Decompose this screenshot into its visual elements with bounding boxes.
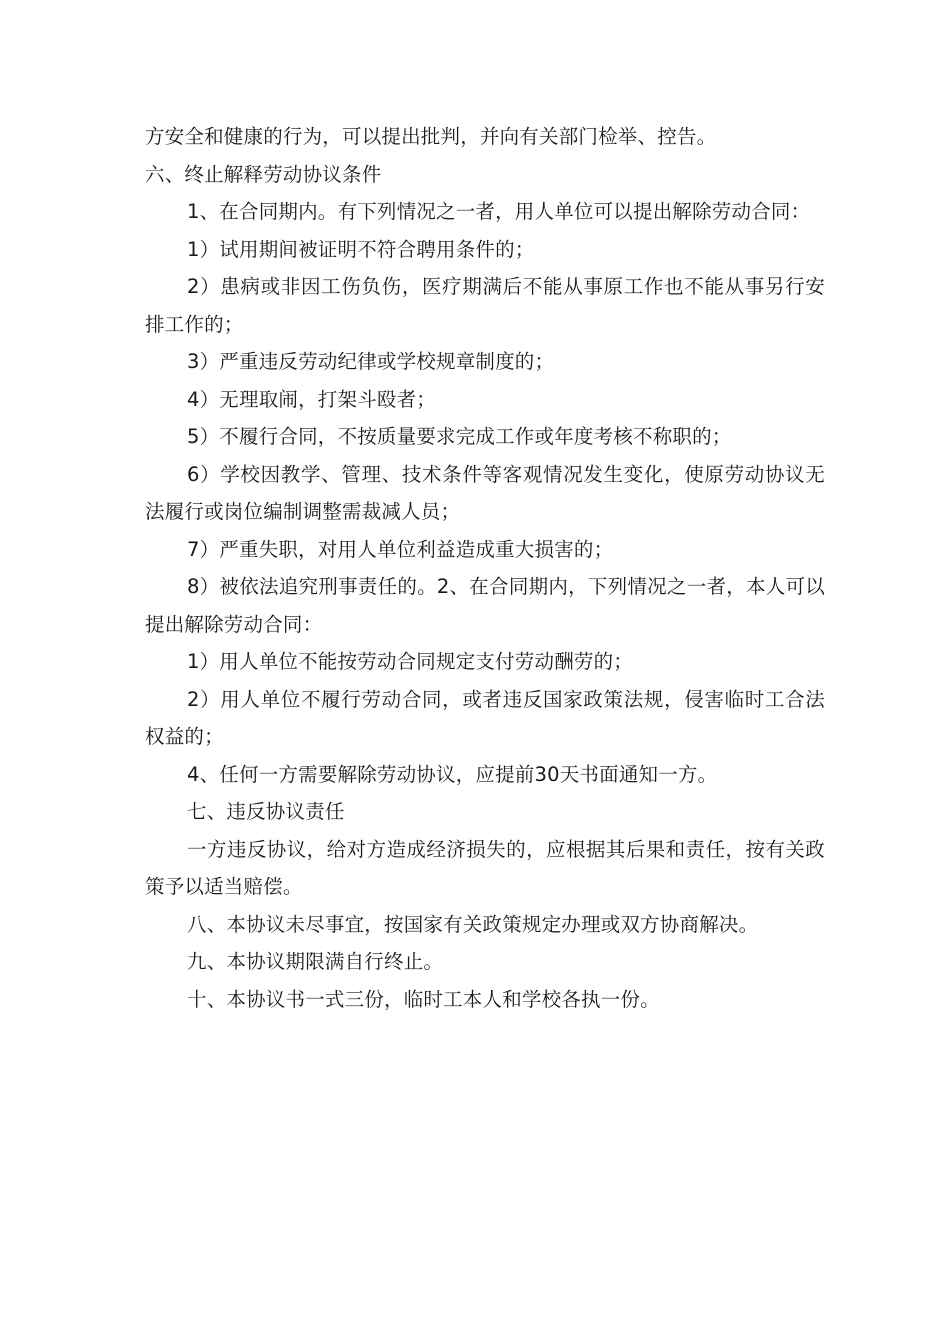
employee-list-item-1: 1）用人单位不能按劳动合同规定支付劳动酬劳的；	[187, 650, 634, 673]
employee-list-item-2: 2）用人单位不履行劳动合同，或者违反国家政策法规，侵害临时工合法权益的；	[145, 687, 825, 748]
list-item-2: 2）患病或非因工伤负伤，医疗期满后不能从事原工作也不能从事另行安排工作的；	[145, 275, 825, 336]
document-body	[145, 118, 825, 1018]
list-item-6: 6）学校因教学、管理、技术条件等客观情况发生变化，使原劳动协议无法履行或岗位编制调整需裁减人员；	[145, 462, 825, 523]
paragraph-continuation: 方安全和健康的行为，可以提出批判，并向有关部门检举、控告。	[145, 125, 717, 148]
paragraph-notice-period: 4、任何一方需要解除劳动协议，应提前30天书面通知一方。	[187, 762, 718, 786]
paragraph-breach-compensation: 一方违反协议，给对方造成经济损失的，应根据其后果和责任，按有关政策予以适当赔偿。	[145, 837, 825, 898]
section-heading-breach-liability: 七、违反协议责任	[187, 800, 345, 823]
paragraph-employer-termination: 1、在合同期内。有下列情况之一者，用人单位可以提出解除劳动合同：	[187, 200, 811, 223]
list-item-5: 5）不履行合同，不按质量要求完成工作或年度考核不称职的；	[187, 425, 732, 448]
list-item-4: 4）无理取闹，打架斗殴者；	[187, 387, 437, 411]
list-item-3: 3）严重违反劳动纪律或学校规章制度的；	[187, 350, 555, 373]
list-item-1: 1）试用期间被证明不符合聘用条件的；	[187, 237, 535, 261]
list-item-8: 8）被依法追究刑事责任的。2、在合同期内，下列情况之一者，本人可以提出解除劳动合同：	[145, 575, 825, 636]
section-ten: 十、本协议书一式三份，临时工本人和学校各执一份。	[187, 987, 660, 1011]
list-item-7: 7）严重失职，对用人单位利益造成重大损害的；	[187, 537, 614, 561]
section-nine: 九、本协议期限满自行终止。	[187, 950, 444, 973]
section-heading-termination-conditions: 六、终止解释劳动协议条件	[145, 162, 382, 186]
section-eight: 八、本协议未尽事宜，按国家有关政策规定办理或双方协商解决。	[187, 912, 759, 936]
